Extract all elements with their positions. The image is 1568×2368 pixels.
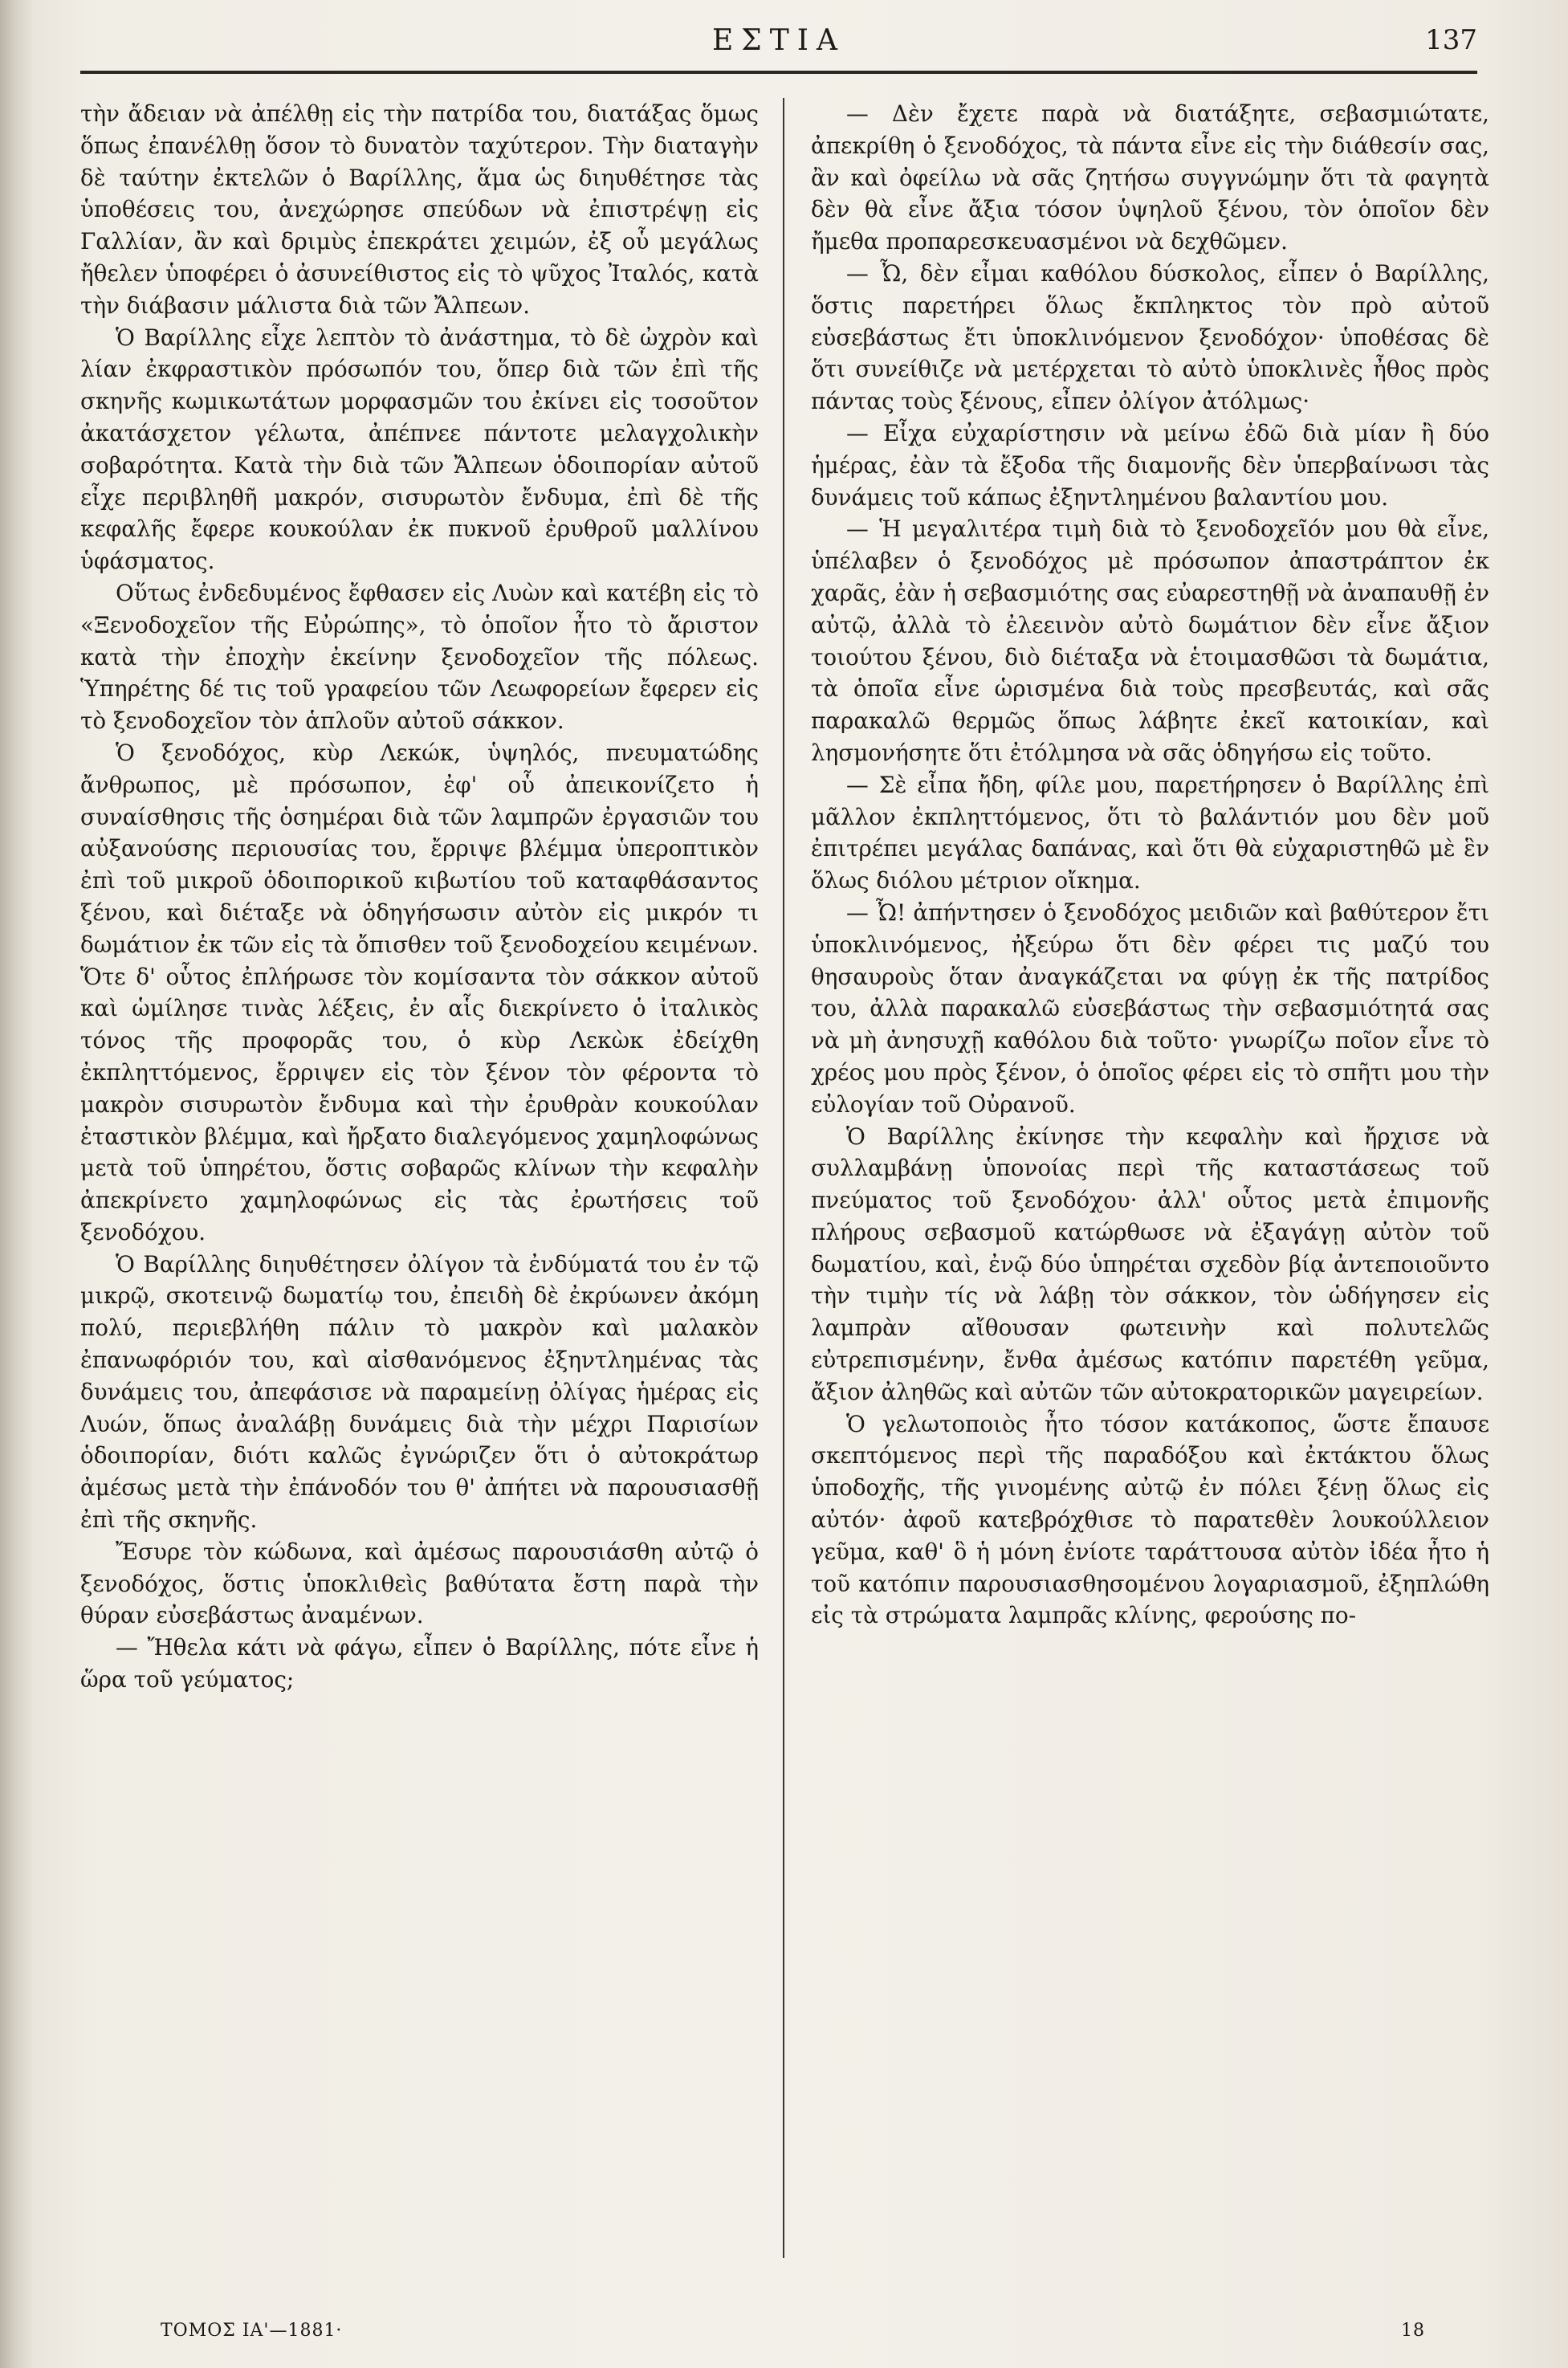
right-column: [811, 98, 1489, 2258]
paragraph: Ὁ ξενοδόχος, κὺρ Λεκώκ, ὑψηλός, πνευματώδης ἄνθρωπος, μὲ πρόσωπον, ἐφ' οὗ ἀπεικονίζετο ἡ συναίσθησις τῆς ὁσημέραι διὰ τῶν λαμπρῶν ἐργασιῶν του αὐξανούσης περιουσίας του, ἔρριψε βλέμμα ὑπεροπτικὸν ἐπὶ τοῦ μικροῦ ὁδοιπορικοῦ κιβωτίου τοῦ καταφθάσαντος ξένου, καὶ διέταξε νὰ ὁδηγήσωσιν αὐτὸν εἰς μικρόν τι δωμάτιον ἐκ τῶν εἰς τὰ ὄπισθεν τοῦ ξενοδοχείου κειμένων. Ὅτε δ' οὗτος ἐπλήρωσε τὸν κομίσαντα τὸν σάκκον αὐτοῦ καὶ ὡμίλησε τινὰς λέξεις, ἐν αἷς διεκρίνετο ὁ ἰταλικὸς τόνος τῆς προφορᾶς του, ὁ κὺρ Λεκὼκ ἐδείχθη ἐκπληττόμενος, ἔρριψεν εἰς τὸν ξένον τὸν φέροντα τὸ μακρὸν σισυρωτὸν ἔνδυμα καὶ τὴν ἐρυθρὰν κουκούλαν ἐταστικὸν βλέμμα, καὶ ἤρξατο διαλεγόμενος χαμηλοφώνως μετὰ τοῦ ὑπηρέτου, ὅστις σοβαρῶς κλίνων τὴν κεφαλὴν ἀπεκρίνετο χαμηλοφώνως εἰς τὰς ἐρωτήσεις τοῦ ξενοδόχου.: [80, 739, 759, 1245]
running-head: [80, 24, 1477, 64]
dialogue-paragraph: — Ἤθελα κάτι νὰ φάγω, εἶπεν ὁ Βαρίλλης, πότε εἶνε ἡ ὥρα τοῦ γεύματος;: [80, 1634, 759, 1693]
dialogue-paragraph: — Δὲν ἔχετε παρὰ νὰ διατάξητε, σεβασμιώτατε, ἀπεκρίθη ὁ ξενοδόχος, τὰ πάντα εἶνε εἰς τὴν διάθεσίν σας, ἂν καὶ ὀφείλω νὰ σᾶς ζητήσω συγγνώμην ὅτι τὰ φαγητὰ δὲν θὰ εἶνε ἄξια τόσον ὑψηλοῦ ξένου, τὸν ὁποῖον δὲν ἤμεθα προπαρεσκευασμένοι νὰ δεχθῶμεν.: [811, 100, 1489, 255]
left-column: [80, 98, 759, 2258]
paragraph: Οὕτως ἐνδεδυμένος ἔφθασεν εἰς Λυὼν καὶ κατέβη εἰς τὸ «Ξενοδοχεῖον τῆς Εὐρώπης», τὸ ὁποῖον ἦτο τὸ ἄριστον κατὰ τὴν ἐποχὴν ἐκείνην ξενοδοχεῖον τῆς πόλεως. Ὑπηρέτης δέ τις τοῦ γραφείου τῶν Λεωφορείων ἔφερεν εἰς τὸ ξενοδοχεῖον τὸν ἁπλοῦν αὐτοῦ σάκκον.: [80, 579, 759, 735]
dialogue-paragraph: — Εἶχα εὐχαρίστησιν νὰ μείνω ἐδῶ διὰ μίαν ἢ δύο ἡμέρας, ἐὰν τὰ ἔξοδα τῆς διαμονῆς δὲν ὑπερβαίνωσι τὰς δυνάμεις τοῦ κάπως ἐξηντλημένου βαλαντίου μου.: [811, 419, 1489, 511]
paragraph: τὴν ἄδειαν νὰ ἀπέλθῃ εἰς τὴν πατρίδα του, διατάξας ὅμως ὅπως ἐπανέλθῃ ὅσον τὸ δυνατὸν ταχύτερον. Τὴν διαταγὴν δὲ ταύτην ἐκτελῶν ὁ Βαρίλλης, ἅμα ὡς διηυθέτησε τὰς ὑποθέσεις του, ἀνεχώρησε σπεύδων νὰ ἐπιστρέψῃ εἰς Γαλλίαν, ἂν καὶ δριμὺς ἐπεκράτει χειμών, ἐξ οὗ μεγάλως ἤθελεν ὑποφέρει ὁ ἀσυνείθιστος εἰς τὸ ψῦχος Ἰταλός, κατὰ τὴν διάβασιν μάλιστα διὰ τῶν Ἄλπεων.: [80, 100, 759, 319]
volume-footer: ΤΟΜΟΣ ΙΑ'—1881·: [161, 2321, 343, 2341]
page-number: 137: [1425, 24, 1477, 56]
dialogue-paragraph: — Ὦ! ἀπήντησεν ὁ ξενοδόχος μειδιῶν καὶ βαθύτερον ἔτι ὑποκλινόμενος, ἠξεύρω ὅτι δὲν φέρει τις μαζύ του θησαυροὺς ὅταν ἀναγκάζεται να φύγῃ ἐκ τῆς πατρίδος του, ἀλλὰ παρακαλῶ εὐσεβάστως τὴν σεβασμιότητά σας νὰ μὴ ἀνησυχῇ καθόλου διὰ τοῦτο· γνωρίζω ποῖον εἶνε τὸ χρέος μου πρὸς ξένον, ὁ ὁποῖος φέρει εἰς τὸ σπῆτι μου τὴν εὐλογίαν τοῦ Οὐρανοῦ.: [811, 899, 1489, 1118]
signature-mark: 18: [1401, 2321, 1425, 2341]
journal-title: ΕΣΤΙΑ: [712, 24, 845, 57]
dialogue-paragraph: — Ἡ μεγαλιτέρα τιμὴ διὰ τὸ ξενοδοχεῖόν μου θὰ εἶνε, ὑπέλαβεν ὁ ξενοδόχος μὲ πρόσωπον ἀπαστράπτον ἐκ χαρᾶς, ἐὰν ἡ σεβασμιότης σας εὐαρεστηθῇ νὰ ἀναπαυθῇ ἐν αὐτῷ, ἀλλὰ τὸ ἐλεεινὸν αὐτὸ δωμάτιον δὲν εἶνε ἄξιον τοιούτου ξένου, διὸ διέταξα νὰ ἑτοιμασθῶσι τὰ δωμάτια, τὰ ὁποῖα εἶνε ὡρισμένα διὰ τοὺς πρεσβευτάς, καὶ σᾶς παρακαλῶ θερμῶς ὅπως λάβητε ἐκεῖ κατοικίαν, καὶ λησμονήσητε ὅτι ἐτόλμησα νὰ σᾶς ὁδηγήσω εἰς τοῦτο.: [811, 516, 1489, 766]
page-gutter-shadow: [0, 0, 34, 2368]
paragraph: Ἔσυρε τὸν κώδωνα, καὶ ἀμέσως παρουσιάσθη αὐτῷ ὁ ξενοδόχος, ὅστις ὑποκλιθεὶς βαθύτατα ἔστη παρὰ τὴν θύραν εὐσεβάστως ἀναμένων.: [80, 1538, 759, 1629]
paragraph: Ὁ γελωτοποιὸς ἦτο τόσον κατάκοπος, ὥστε ἔπαυσε σκεπτόμενος περὶ τῆς παραδόξου καὶ ἐκτάκτου ὅλως ὑποδοχῆς, τῆς γινομένης αὐτῷ ἐν πόλει ξένῃ ὅλως εἰς αὐτόν· ἀφοῦ κατεβρόχθισε τὸ παρατεθὲν λουκούλλειον γεῦμα, καθ' ὃ ἡ μόνη ἐνίοτε ταράττουσα αὐτὸν ἰδέα ἦτο ἡ τοῦ κατόπιν παρουσιασθησομένου λογαριασμοῦ, ἐξηπλώθη εἰς τὰ στρώματα λαμπρᾶς κλίνης, φερούσης πο-: [811, 1410, 1489, 1629]
dialogue-paragraph: — Σὲ εἶπα ἤδη, φίλε μου, παρετήρησεν ὁ Βαρίλλης ἐπὶ μᾶλλον ἐκπληττόμενος, ὅτι τὸ βαλάντιόν μου δὲν μοῦ ἐπιτρέπει μεγάλας δαπάνας, καὶ ὅτι θὰ εὐχαριστηθῶ μὲ ἓν ὅλως διόλου μέτριον οἴκημα.: [811, 771, 1489, 895]
header-rule: [80, 71, 1477, 74]
paragraph: Ὁ Βαρίλλης ἐκίνησε τὴν κεφαλὴν καὶ ἤρχισε νὰ συλλαμβάνῃ ὑπονοίας περὶ τῆς καταστάσεως τοῦ πνεύματος τοῦ ξενοδόχου· ἀλλ' οὗτος μετὰ ἐπιμονῆς πλήρους σεβασμοῦ κατώρθωσε νὰ ἐξαγάγῃ αὐτὸν τοῦ δωματίου, καὶ, ἐνῷ δύο ὑπηρέται σχεδὸν βίᾳ ἀντεποιοῦντο τὴν τιμὴν τίς νὰ λάβῃ τὸν σάκκον, τὸν ὡδήγησεν εἰς λαμπρὰν αἴθουσαν φωτεινὴν καὶ πολυτελῶς εὐτρεπισμένην, ἔνθα ἀμέσως κατόπιν παρετέθη γεῦμα, ἄξιον ἀληθῶς καὶ αὐτῶν τῶν αὐτοκρατορικῶν μαγειρείων.: [811, 1123, 1489, 1405]
paragraph: Ὁ Βαρίλλης διηυθέτησεν ὀλίγον τὰ ἐνδύματά του ἐν τῷ μικρῷ, σκοτεινῷ δωματίῳ του, ἐπειδὴ δὲ ἐκρύωνεν ἀκόμη πολύ, περιεβλήθη πάλιν τὸ μακρὸν καὶ μαλακὸν ἐπανωφόριόν του, καὶ αἰσθανόμενος ἐξηντλημένας τὰς δυνάμεις του, ἀπεφάσισε νὰ παραμείνῃ ὀλίγας ἡμέρας εἰς Λυών, ὅπως ἀναλάβῃ δυνάμεις διὰ τὴν μέχρι Παρισίων ὁδοιπορίαν, διότι καλῶς ἐγνώριζεν ὅτι ὁ αὐτοκράτωρ ἀμέσως μετὰ τὴν ἐπάνοδόν του θ' ἀπήτει νὰ παρουσιασθῇ ἐπὶ τῆς σκηνῆς.: [80, 1250, 759, 1534]
column-divider: [783, 98, 784, 2258]
paragraph: Ὁ Βαρίλλης εἶχε λεπτὸν τὸ ἀνάστημα, τὸ δὲ ὠχρὸν καὶ λίαν ἐκφραστικὸν πρόσωπόν του, ὅπερ διὰ τῶν ἐπὶ τῆς σκηνῆς κωμικωτάτων μορφασμῶν του ἐκίνει εἰς τοσοῦτον ἀκατάσχετον γέλωτα, ἀπέπνεε πάντοτε μελαγχολικὴν σοβαρότητα. Κατὰ τὴν διὰ τῶν Ἄλπεων ὁδοιπορίαν αὐτοῦ εἶχε περιβληθῆ μακρόν, σισυρωτὸν ἔνδυμα, ἐπὶ δὲ τῆς κεφαλῆς ἔφερε κουκούλαν ἐκ πυκνοῦ ἐρυθροῦ μαλλίνου ὑφάσματος.: [80, 324, 759, 575]
dialogue-paragraph: — Ὦ, δὲν εἶμαι καθόλου δύσκολος, εἶπεν ὁ Βαρίλλης, ὅστις παρετήρει ὅλως ἔκπληκτος τὸν πρὸ αὐτοῦ εὐσεβάστως ἔτι ὑποκλινόμενον ξενοδόχον· ὑποθέσας δὲ ὅτι συνείθιζε νὰ μετέρχεται τὸ αὐτὸ ὑποκλινὲς ἦθος πρὸς πάντας τοὺς ξένους, εἶπεν ὀλίγον ἀτόλμως·: [811, 259, 1489, 415]
